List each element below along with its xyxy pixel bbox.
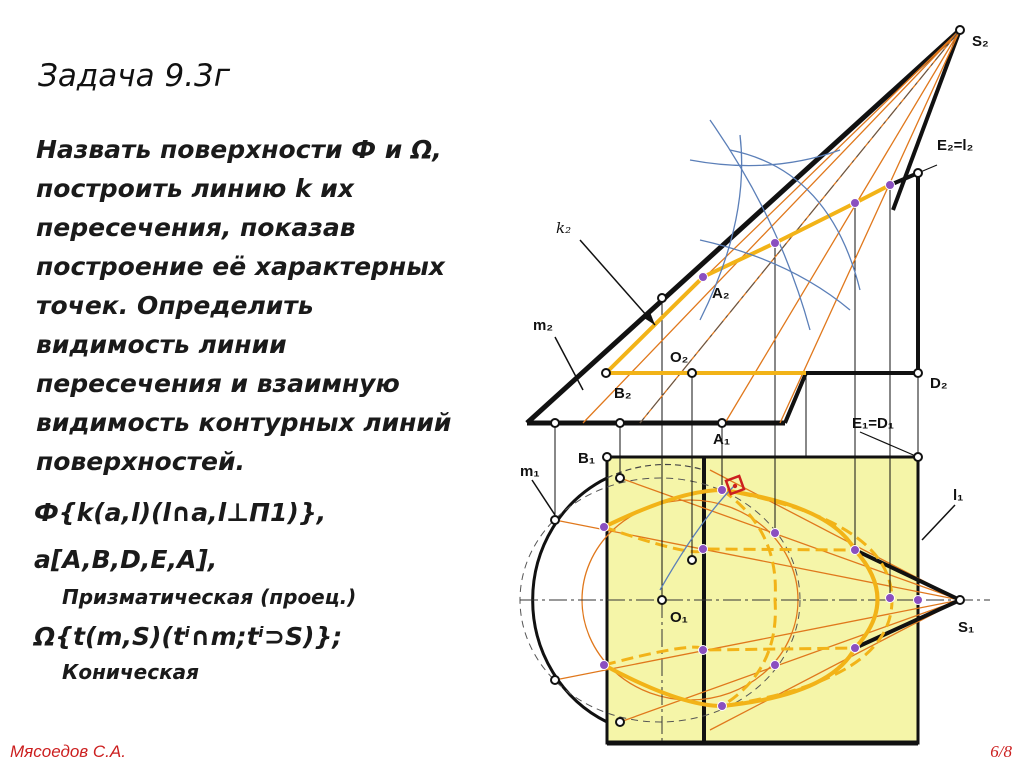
l1-leader [922,505,955,540]
formula-base-polygon: a[A,B,D,E,A], [34,545,218,574]
cone-contour-front-left [527,30,960,423]
task-statement: Назвать поверхности Ф и Ω, построить линию k их пересечения, показав построение её характерных точек. Определить видимость линии пересечения и взаимную видимость контурных линий поверхностей. [36,135,452,476]
author-credit: Мясоедов С.А. [10,742,126,761]
phi-surface-type: Призматическая (проец.) [62,585,357,609]
intersection-line-front-upper [606,185,890,373]
m1-leader [532,480,555,515]
page-title: Задача 9.3г [38,58,231,94]
label-b1: B₁ [578,450,596,467]
label-b2: B₂ [614,385,632,402]
label-o1: O₁ [670,609,688,626]
label-k2: k₂ [556,219,572,237]
label-o2: O₂ [670,349,689,366]
cone-contour-front-right [893,30,960,210]
e1d1-leader [860,432,918,457]
formula-phi: Ф{k(a,l)(l∩a,l⊥Π1)}, [34,498,327,527]
label-e2-l2: E₂=l₂ [937,137,974,154]
right-angle-dot [733,484,737,488]
label-e1-d1: E₁=D₁ [852,415,895,432]
page-counter: 6/8 [990,742,1012,761]
label-s1: S₁ [958,619,975,636]
formula-omega: Ω{t(m,S)(tⁱ∩m;tⁱ⊃S)}; [34,622,343,651]
label-m1: m₁ [520,463,540,480]
label-m2: m₂ [533,317,554,334]
label-l1: l₁ [953,487,964,504]
label-d2: D₂ [930,375,948,392]
label-s2: S₂ [972,33,989,50]
k2-leader [580,240,655,325]
label-a2: A₂ [712,285,730,302]
omega-surface-type: Коническая [62,660,199,684]
label-a1: A₁ [713,431,731,448]
